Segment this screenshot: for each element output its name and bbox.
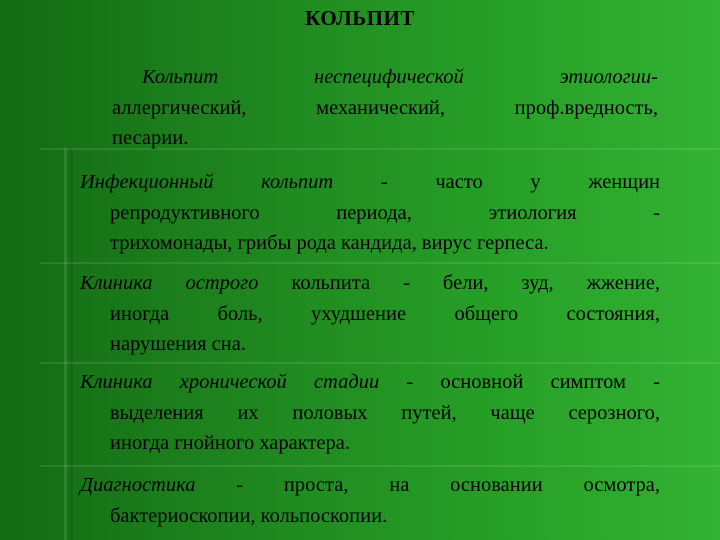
paragraph-line xyxy=(80,470,660,501)
text-run: бактериоскопии, кольпоскопии. xyxy=(110,504,388,527)
paragraph-line xyxy=(80,268,660,299)
paragraph-chronic-clinic xyxy=(80,367,660,459)
text-run: выделения их половых путей, чаще серозного, xyxy=(110,401,660,424)
text-run: - часто у женщин xyxy=(333,171,661,193)
italic-term: Клиника хронической стадии xyxy=(80,371,380,393)
text-run: - основной симптом - xyxy=(379,371,661,393)
slide-title: КОЛЬПИТ xyxy=(305,6,415,30)
paragraph-line xyxy=(80,167,660,198)
italic-term: Диагностика xyxy=(80,474,196,496)
paragraph-line xyxy=(112,62,658,93)
paragraph-line xyxy=(80,329,660,360)
decorative-horizontal-line xyxy=(40,262,720,264)
text-run: кольпита - бели, зуд, жжение, xyxy=(258,272,660,294)
paragraph-line xyxy=(80,398,660,429)
paragraph-line xyxy=(80,198,660,229)
paragraph-diagnostics xyxy=(80,470,660,531)
text-run: трихомонады, грибы рода кандида, вирус герпеса. xyxy=(110,232,549,254)
decorative-vertical-line xyxy=(64,148,67,540)
text-run: - проста, на основании осмотра, xyxy=(195,474,660,496)
decorative-horizontal-line xyxy=(40,465,720,467)
decorative-vertical-line xyxy=(70,148,73,540)
paragraph-line xyxy=(80,501,660,532)
paragraph-infectious-colpitis xyxy=(80,167,660,259)
paragraph-line xyxy=(80,299,660,330)
text-run: иногда боль, ухудшение общего состояния, xyxy=(110,302,660,325)
text-run: аллергический, механический, проф.вредность, xyxy=(112,96,658,119)
italic-term: Кольпит неспецифической этиологии- xyxy=(142,66,658,88)
text-run: иногда гнойного характера. xyxy=(110,432,350,454)
paragraph-nonspecific-colpitis xyxy=(112,62,658,154)
text-run: репродуктивного периода, этиология - xyxy=(110,201,660,224)
text-run: песарии. xyxy=(112,127,189,149)
paragraph-acute-clinic xyxy=(80,268,660,360)
decorative-horizontal-line xyxy=(40,362,720,364)
paragraph-line xyxy=(112,123,658,154)
italic-term: Инфекционный кольпит xyxy=(80,171,334,193)
italic-term: Клиника острого xyxy=(80,272,259,294)
paragraph-line xyxy=(80,367,660,398)
paragraph-line xyxy=(80,428,660,459)
paragraph-line xyxy=(112,93,658,124)
paragraph-line xyxy=(80,228,660,259)
text-run: нарушения сна. xyxy=(110,333,246,355)
